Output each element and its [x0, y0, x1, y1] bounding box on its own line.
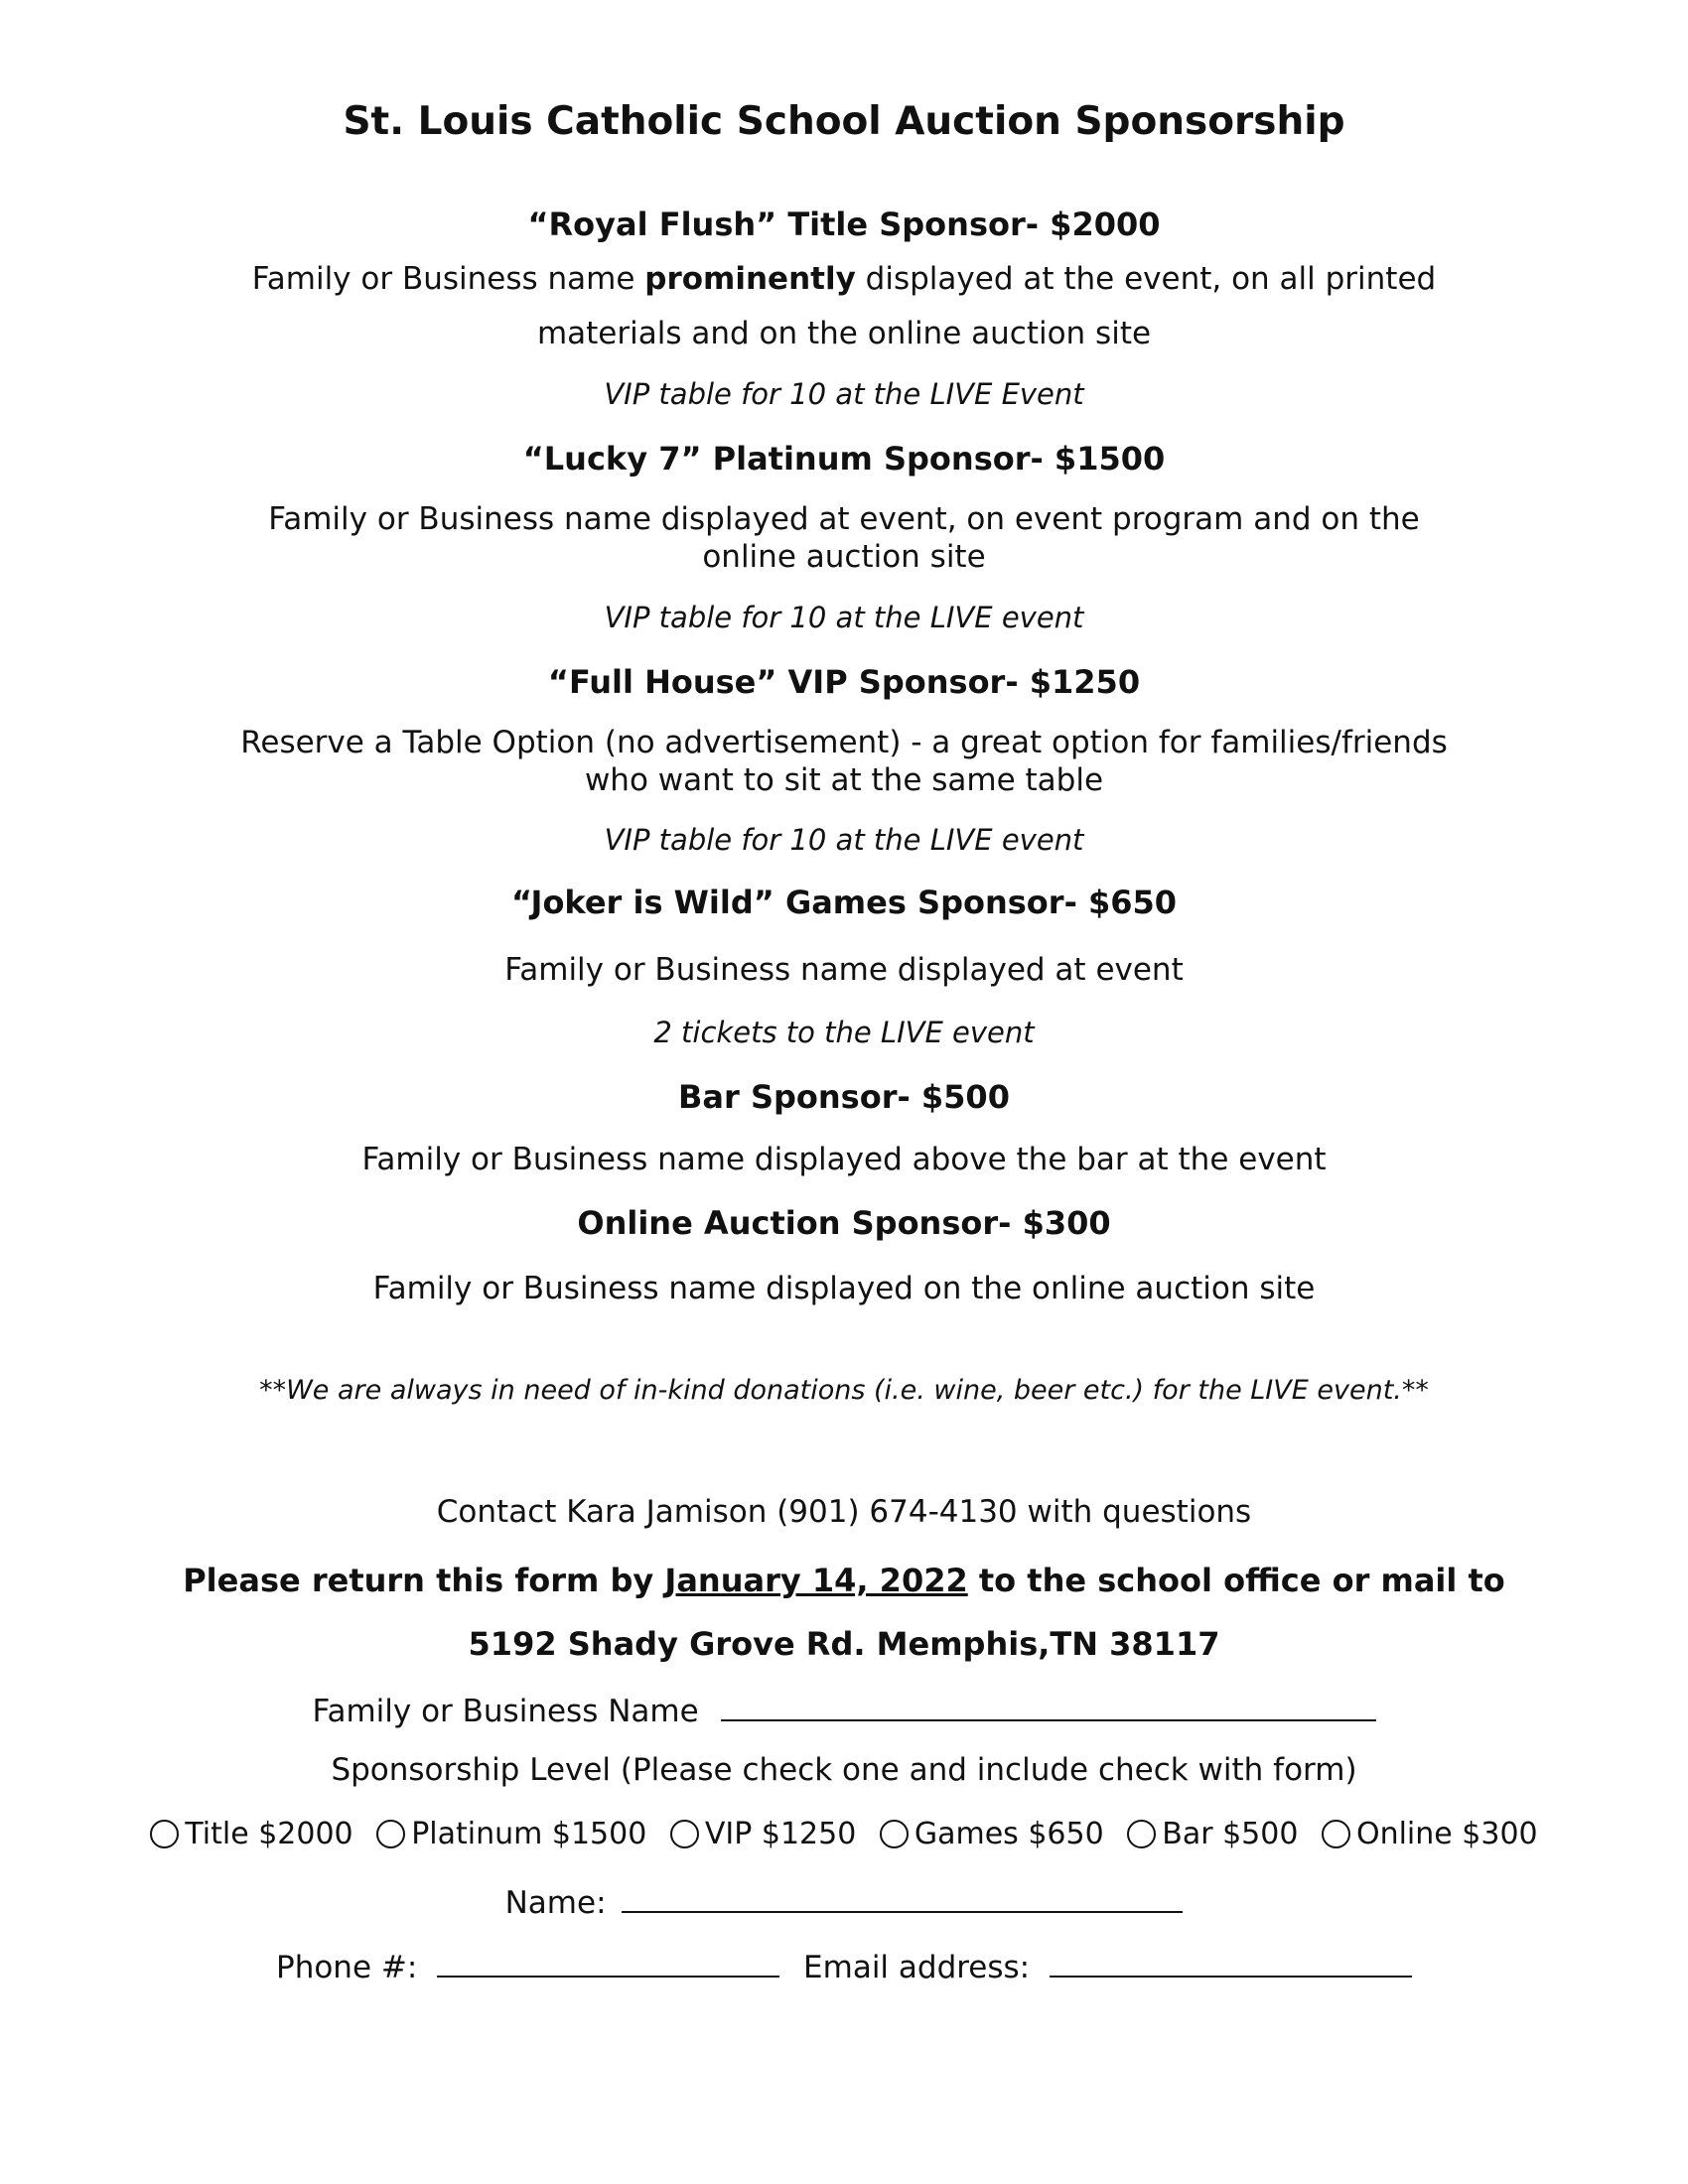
desc-text: Family or Business name [251, 261, 645, 297]
tier-title-description [0, 261, 1688, 297]
tier-vip-heading: “Full House” VIP Sponsor- $1250 [547, 663, 1141, 701]
option-label: Title $2000 [185, 1817, 353, 1851]
email-label: Email address: [803, 1950, 1031, 1985]
sponsorship-level-label: Sponsorship Level (Please check one and include check with form) [331, 1752, 1357, 1788]
family-name-field[interactable] [721, 1688, 1376, 1721]
tier-games-heading: “Joker is Wild” Games Sponsor- $650 [510, 884, 1178, 921]
option-label: Games $650 [914, 1817, 1104, 1851]
radio-icon[interactable] [670, 1820, 699, 1848]
name-label: Name: [504, 1885, 607, 1921]
radio-icon[interactable] [150, 1820, 179, 1848]
tier-games-perk: 2 tickets to the LIVE event [653, 1016, 1035, 1049]
tier-bar-description: Family or Business name displayed above the bar at the event [361, 1142, 1327, 1177]
option-bar[interactable] [1127, 1817, 1298, 1851]
option-online[interactable] [1322, 1817, 1538, 1851]
tier-platinum-perk: VIP table for 10 at the LIVE event [604, 601, 1084, 634]
phone-field[interactable] [437, 1944, 779, 1978]
in-kind-note: **We are always in need of in-kind donations (i.e. wine, beer etc.) for the LIVE event.** [259, 1375, 1429, 1406]
radio-icon[interactable] [1322, 1820, 1350, 1848]
option-vip[interactable] [670, 1817, 856, 1851]
return-instructions [0, 1562, 1688, 1599]
tier-bar-heading: Bar Sponsor- $500 [678, 1078, 1010, 1116]
return-text: Please return this form by [183, 1562, 665, 1599]
tier-title-perk: VIP table for 10 at the LIVE Event [604, 377, 1084, 411]
option-label: Platinum $1500 [411, 1817, 647, 1851]
name-row [0, 1879, 1688, 1921]
tier-platinum-description: Family or Business name displayed at event, on event program and on the [268, 501, 1420, 537]
tier-vip-description-line2: who want to sit at the same table [584, 762, 1104, 798]
contact-info-row [0, 1944, 1688, 1985]
name-field[interactable] [622, 1879, 1183, 1913]
tier-vip-perk: VIP table for 10 at the LIVE event [604, 823, 1084, 857]
desc-text: displayed at the event, on all printed [855, 261, 1437, 297]
tier-platinum-description-line2: online auction site [702, 539, 986, 575]
tier-online-description: Family or Business name displayed on the online auction site [372, 1271, 1316, 1306]
family-name-row [0, 1688, 1688, 1729]
return-text: to the school office or mail to [967, 1562, 1505, 1599]
contact-line: Contact Kara Jamison (901) 674-4130 with questions [436, 1494, 1252, 1530]
return-date: January 14, 2022 [664, 1562, 968, 1599]
sponsorship-options [0, 1817, 1688, 1856]
tier-title-heading: “Royal Flush” Title Sponsor- $2000 [527, 205, 1161, 243]
tier-online-heading: Online Auction Sponsor- $300 [577, 1204, 1111, 1242]
tier-vip-description: Reserve a Table Option (no advertisement) - a great option for families/friends [240, 725, 1448, 760]
phone-label: Phone #: [276, 1950, 418, 1985]
option-title[interactable] [150, 1817, 352, 1851]
radio-icon[interactable] [376, 1820, 405, 1848]
option-platinum[interactable] [376, 1817, 646, 1851]
option-label: Bar $500 [1162, 1817, 1299, 1851]
option-label: Online $300 [1355, 1817, 1538, 1851]
radio-icon[interactable] [1127, 1820, 1156, 1848]
option-games[interactable] [880, 1817, 1104, 1851]
family-name-label: Family or Business Name [312, 1694, 699, 1729]
tier-platinum-heading: “Lucky 7” Platinum Sponsor- $1500 [522, 440, 1166, 478]
radio-icon[interactable] [880, 1820, 909, 1848]
email-field[interactable] [1050, 1944, 1412, 1978]
tier-games-description: Family or Business name displayed at event [504, 952, 1184, 988]
option-label: VIP $1250 [704, 1817, 857, 1851]
mailing-address: 5192 Shady Grove Rd. Memphis,TN 38117 [468, 1625, 1220, 1663]
page-title: St. Louis Catholic School Auction Sponsorship [343, 99, 1345, 144]
desc-emphasis: prominently [644, 261, 856, 297]
tier-title-description-line2: materials and on the online auction site [536, 316, 1152, 351]
